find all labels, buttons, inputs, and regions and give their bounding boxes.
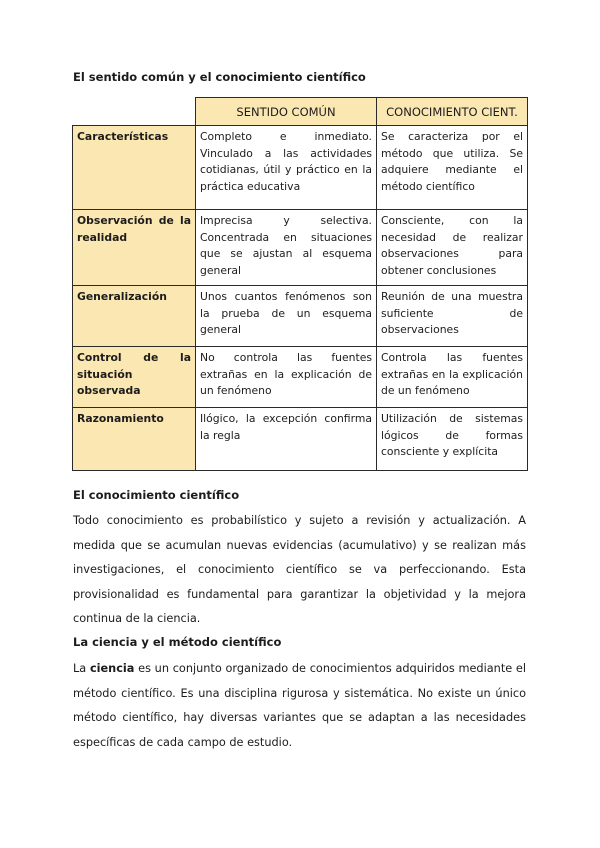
cell-conocimiento-cientifico: Se caracteriza por el método que utiliza. Se adquiere mediante el método científico — [377, 126, 528, 210]
term-ciencia: ciencia — [89, 662, 135, 675]
cell-conocimiento-cientifico: Reunión de una muestra suficiente de observaciones — [377, 286, 528, 347]
paragraph-ciencia — [73, 657, 526, 755]
cell-conocimiento-cientifico: Controla las fuentes extrañas en la explicación de un fenómeno — [377, 347, 528, 408]
row-label: Observación de la realidad — [73, 210, 196, 286]
cell-sentido-comun: No controla las fuentes extrañas en la explicación de un fenómeno — [196, 347, 377, 408]
table-row — [73, 210, 528, 286]
table-heading: El sentido común y el conocimiento científico — [73, 70, 366, 84]
section-title-ciencia: La ciencia y el método científico — [73, 635, 282, 649]
section-title-conocimiento: El conocimiento científico — [73, 488, 240, 502]
cell-conocimiento-cientifico: Consciente, con la necesidad de realizar observaciones para obtener conclusiones — [377, 210, 528, 286]
paragraph-conocimiento: Todo conocimiento es probabilístico y sujeto a revisión y actualización. A medida que se acumulan nuevas evidencias (acumulativo) y se realizan más investigaciones, el conocimiento científico se va perfeccionando. Esta provisionalidad es fundamental para garantizar la objetividad y la mejora continua de la ciencia. — [73, 514, 526, 625]
cell-sentido-comun: Ilógico, la excepción confirma la regla — [196, 408, 377, 471]
header-conocimiento-cientifico: CONOCIMIENTO CIENT. — [377, 98, 528, 126]
row-label: Control de la situación observada — [73, 347, 196, 408]
cell-sentido-comun: Unos cuantos fenómenos son la prueba de un esquema general — [196, 286, 377, 347]
table-row — [73, 408, 528, 471]
table-row — [73, 347, 528, 408]
cell-sentido-comun: Completo e inmediato. Vinculado a las actividades cotidianas, útil y práctico en la práctica educativa — [196, 126, 377, 210]
paragraph-ciencia-start: La — [73, 662, 90, 675]
row-label: Características — [73, 126, 196, 210]
cell-conocimiento-cientifico: Utilización de sistemas lógicos de formas consciente y explícita — [377, 408, 528, 471]
table-header-row — [73, 98, 528, 126]
row-label: Generalización — [73, 286, 196, 347]
cell-sentido-comun: Imprecisa y selectiva. Concentrada en situaciones que se ajustan al esquema general — [196, 210, 377, 286]
header-sentido-comun: SENTIDO COMÚN — [196, 98, 377, 126]
table-row — [73, 126, 528, 210]
table-row — [73, 286, 528, 347]
paragraph-ciencia-rest: es un conjunto organizado de conocimientos adquiridos mediante el método científico. Es una disciplina rigurosa y sistemática. No existe un único método científico, hay diversas variantes que se adaptan a las necesidades específicas de cada campo de estudio. — [73, 662, 527, 749]
header-blank-cell — [73, 98, 196, 126]
comparison-table — [72, 97, 528, 471]
row-label: Razonamiento — [73, 408, 196, 471]
